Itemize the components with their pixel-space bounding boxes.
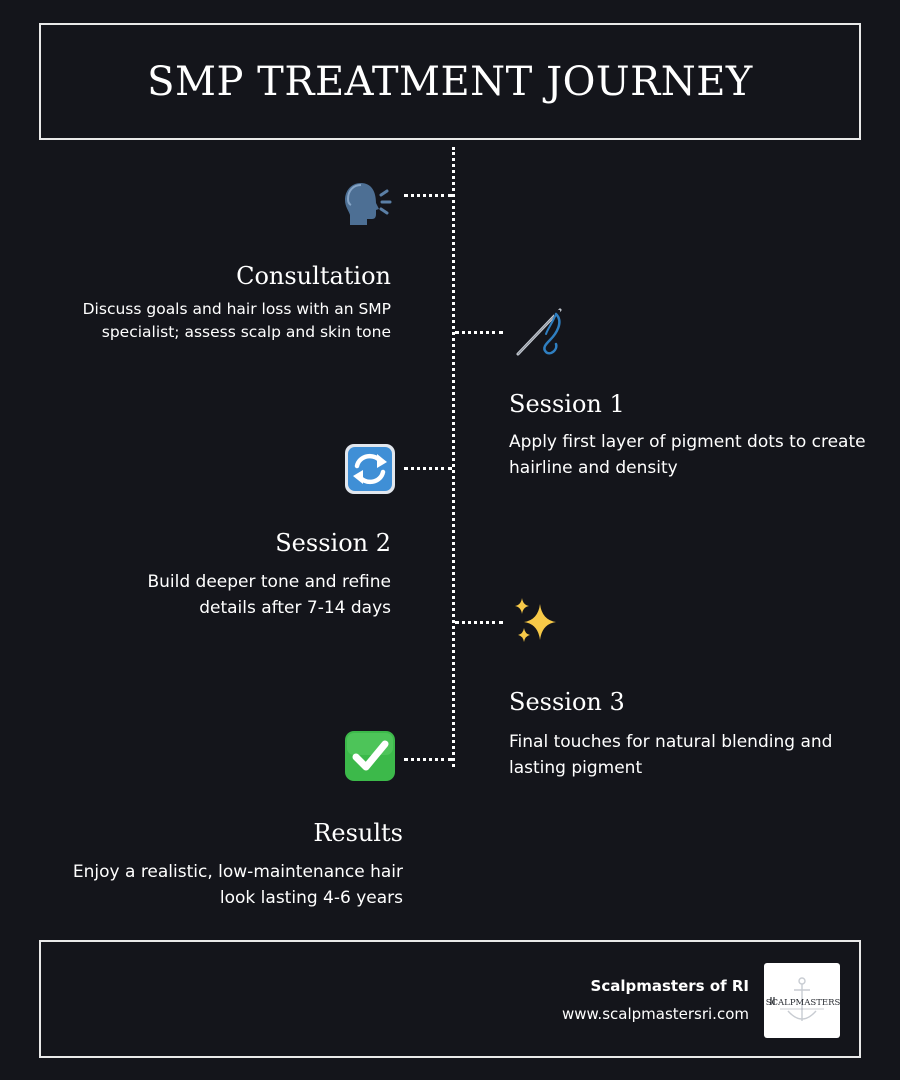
connector-consultation	[404, 194, 452, 197]
step-title-session-2: Session 2	[275, 529, 391, 557]
step-desc-session-2: Build deeper tone and refine details after 7-14 days	[147, 572, 391, 618]
connector-results	[404, 758, 452, 761]
needle-thread-icon	[512, 304, 566, 358]
sparkles-icon	[510, 594, 564, 648]
connector-session-3	[455, 621, 503, 624]
step-desc-session-1: Apply first layer of pigment dots to create hairline and density	[509, 432, 866, 478]
timeline-line	[452, 147, 455, 767]
speaking-head-icon	[341, 177, 395, 231]
company-logo	[764, 963, 840, 1038]
check-mark-icon	[343, 729, 397, 783]
footer-frame	[39, 940, 861, 1058]
step-desc-consultation: Discuss goals and hair loss with an SMP specialist; assess scalp and skin tone	[82, 300, 391, 341]
connector-session-2	[404, 467, 452, 470]
step-title-session-1: Session 1	[509, 390, 625, 418]
title-frame	[39, 23, 861, 140]
svg-text:SCALPMASTERS: SCALPMASTERS	[765, 998, 840, 1008]
refresh-arrows-icon	[343, 442, 397, 496]
step-title-consultation: Consultation	[236, 262, 391, 290]
page-title: SMP TREATMENT JOURNEY	[147, 58, 753, 105]
connector-session-1	[455, 331, 503, 334]
step-desc-results: Enjoy a realistic, low-maintenance hair look lasting 4-6 years	[72, 862, 403, 908]
company-website[interactable]: www.scalpmastersri.com	[562, 1005, 749, 1023]
step-title-results: Results	[313, 819, 403, 847]
company-name: Scalpmasters of RI	[590, 977, 749, 995]
step-title-session-3: Session 3	[509, 688, 625, 716]
step-desc-session-3: Final touches for natural blending and lasting pigment	[509, 732, 833, 778]
